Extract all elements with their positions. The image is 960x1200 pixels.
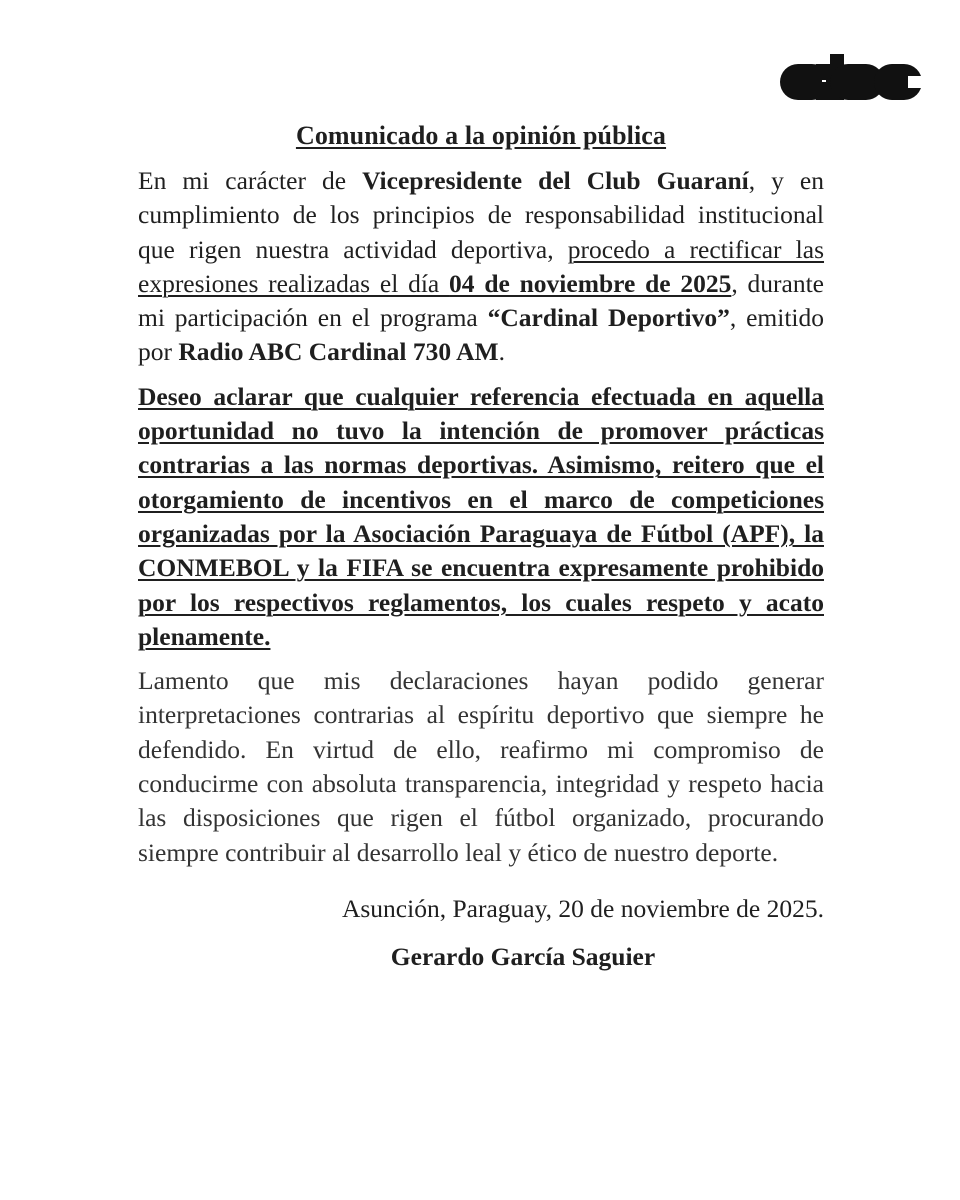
p1-text-2: , y en cumplimiento de los principios de responsabilidad institucional que rigen nuestra actividad deportiva,	[138, 166, 824, 264]
paragraph-rectification	[138, 164, 824, 370]
abc-logo-mark	[778, 52, 924, 102]
p1-text-1: En mi carácter de	[138, 166, 363, 195]
p1-radio: Radio ABC Cardinal 730 AM	[178, 337, 499, 367]
place-and-date: Asunción, Paraguay, 20 de noviembre de 2025.	[341, 893, 824, 923]
document-body	[138, 118, 824, 974]
signature-name: Gerardo García Saguier	[390, 941, 656, 971]
p1-role: Vicepresidente del Club Guaraní	[362, 166, 749, 195]
paragraph-clarification: Deseo aclarar que cualquier referencia efectuada en aquella oportunidad no tuvo la intención de promover prácticas contrarias a las normas deportivas. Asimismo, reitero que el otorgamiento de incentivos en el marco de competiciones organizadas por la Asociación Paraguaya de Fútbol (APF), la CONMEBOL y la FIFA se encuentra expresamente prohibido por los respectivos reglamentos, los cuales respeto y acato plenamente.	[138, 381, 824, 651]
abc-logo	[778, 52, 924, 102]
p1-program: “Cardinal Deportivo”	[487, 303, 730, 333]
p1-date: 04 de noviembre de 2025	[449, 268, 732, 298]
document-title: Comunicado a la opinión pública	[295, 121, 667, 150]
paragraph-regret: Lamento que mis declaraciones hayan podido generar interpretaciones contrarias al espíritu deportivo que siempre he defendido. En virtud de ello, reafirmo mi compromiso de conducirme con absoluta transparencia, integridad y respeto hacia las disposiciones que rigen el fútbol organizado, procurando siempre contribuir al desarrollo leal y ético de nuestro deporte.	[138, 666, 824, 867]
p1-underlined-text: procedo a rectificar las expresiones realizadas el día	[138, 234, 825, 298]
p1-text-5: .	[498, 337, 505, 367]
p1-text-3: , durante mi participación en el programa	[138, 268, 825, 333]
p1-text-4: , emitido por	[138, 303, 824, 367]
